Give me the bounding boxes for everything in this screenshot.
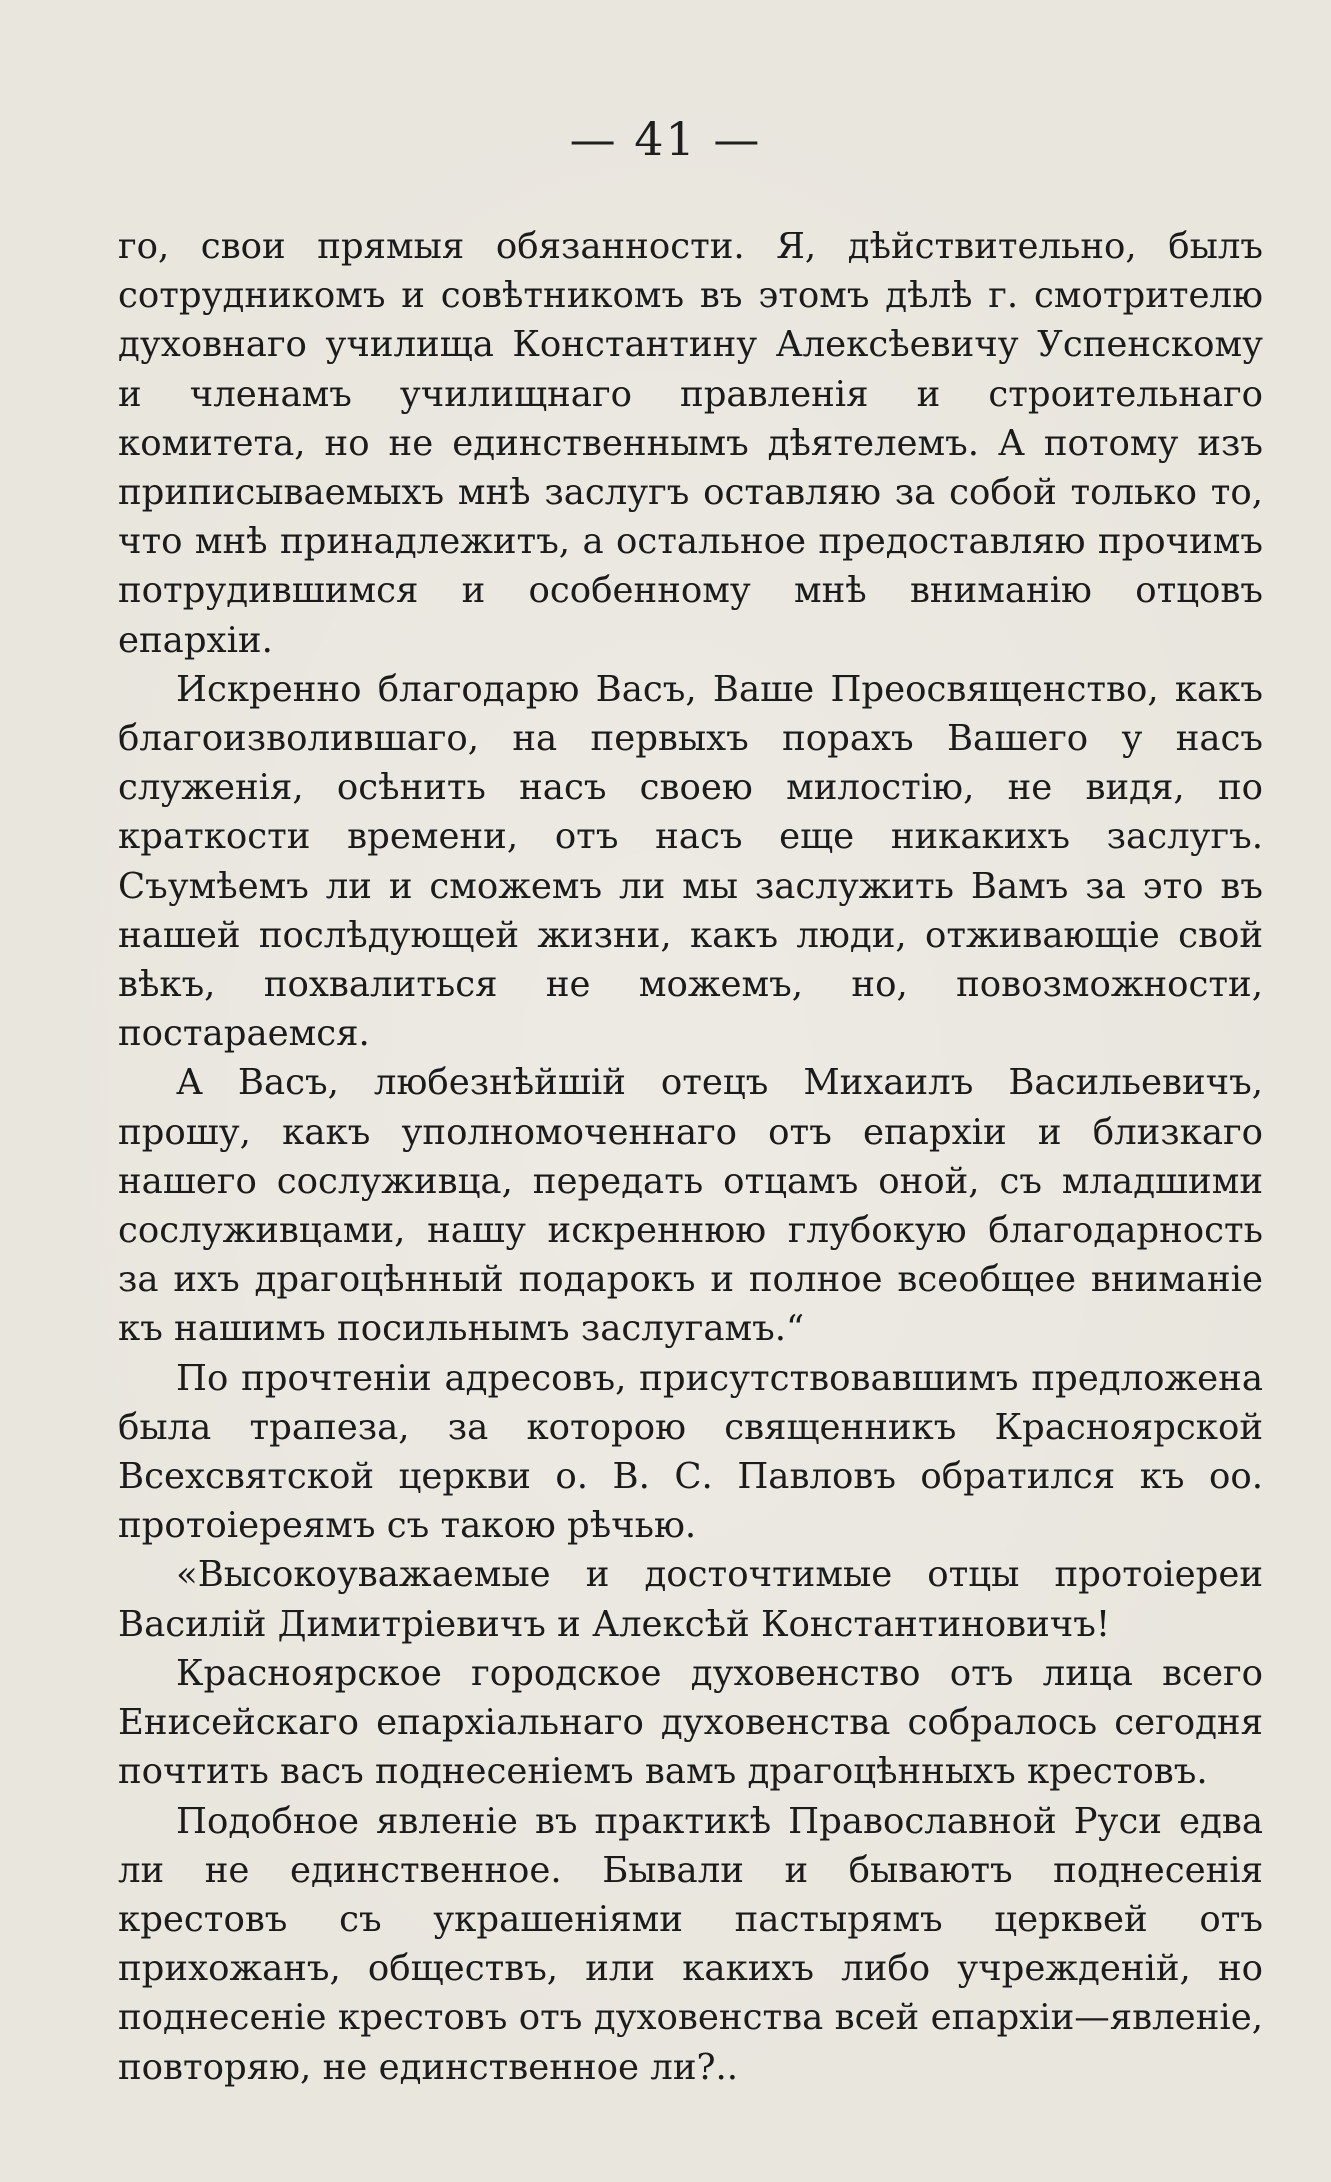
- paragraph: Искренно благодарю Васъ, Ваше Преосвященство, какъ благоизволившаго, на первыхъ порахъ Вашего у насъ служенія, осѣнить насъ своею милостію, не видя, по краткости времени, отъ насъ еще никакихъ заслугъ. Съумѣемъ ли и сможемъ ли мы заслужить Вамъ за это въ нашей послѣдующей жизни, какъ люди, отживающіе свой вѣкъ, похвалиться не можемъ, но, повозможности, постараемся.: [118, 668, 1263, 1055]
- body-text: [118, 222, 1263, 2092]
- paragraph: По прочтеніи адресовъ, присутствовавшимъ предложена была трапеза, за которою священникъ Красноярской Всехсвятской церкви о. В. С. Павловъ обратился къ оо. протоіереямъ съ такою рѣчью.: [118, 1357, 1263, 1547]
- paragraph: «Высокоуважаемые и досточтимые отцы протоіереи Василій Димитріевичъ и Алексѣй Константиновичъ!: [118, 1554, 1263, 1645]
- paragraph: Красноярское городское духовенство отъ лица всего Енисейскаго епархіальнаго духовенства собралось сегодня почтить васъ поднесеніемъ вамъ драгоцѣнныхъ крестовъ.: [118, 1652, 1263, 1793]
- paragraph-continued: го, свои прямыя обязанности. Я, дѣйствительно, былъ сотрудникомъ и совѣтникомъ въ этомъ дѣлѣ г. смотрителю духовнаго училища Константину Алексѣевичу Успенскому и членамъ училищнаго правленія и строительнаго комитета, но не единственнымъ дѣятелемъ. А потому изъ приписываемыхъ мнѣ заслугъ оставляю за собой только то, что мнѣ принадлежитъ, а остальное предоставляю прочимъ потрудившимся и особенному мнѣ вниманію отцовъ епархіи.: [118, 226, 1263, 661]
- paragraph: А Васъ, любезнѣйшій отецъ Михаилъ Васильевичъ, прошу, какъ уполномоченнаго отъ епархіи и близкаго нашего сослуживца, передать отцамъ оной, съ младшими сослуживцами, нашу искреннюю глубокую благодарность за ихъ драгоцѣнный подарокъ и полное всеобщее вниманіе къ нашимъ посильнымъ заслугамъ.“: [118, 1062, 1263, 1350]
- page-number: — 41 —: [569, 112, 762, 166]
- paragraph: Подобное явленіе въ практикѣ Православной Руси едва ли не единственное. Бывали и бываютъ поднесенія крестовъ съ украшеніями пастырямъ церквей отъ прихожанъ, обществъ, или какихъ либо учрежденій, но поднесеніе крестовъ отъ духовенства всей епархіи—явленіе, повторяю, не единственное ли?..: [118, 1800, 1263, 2088]
